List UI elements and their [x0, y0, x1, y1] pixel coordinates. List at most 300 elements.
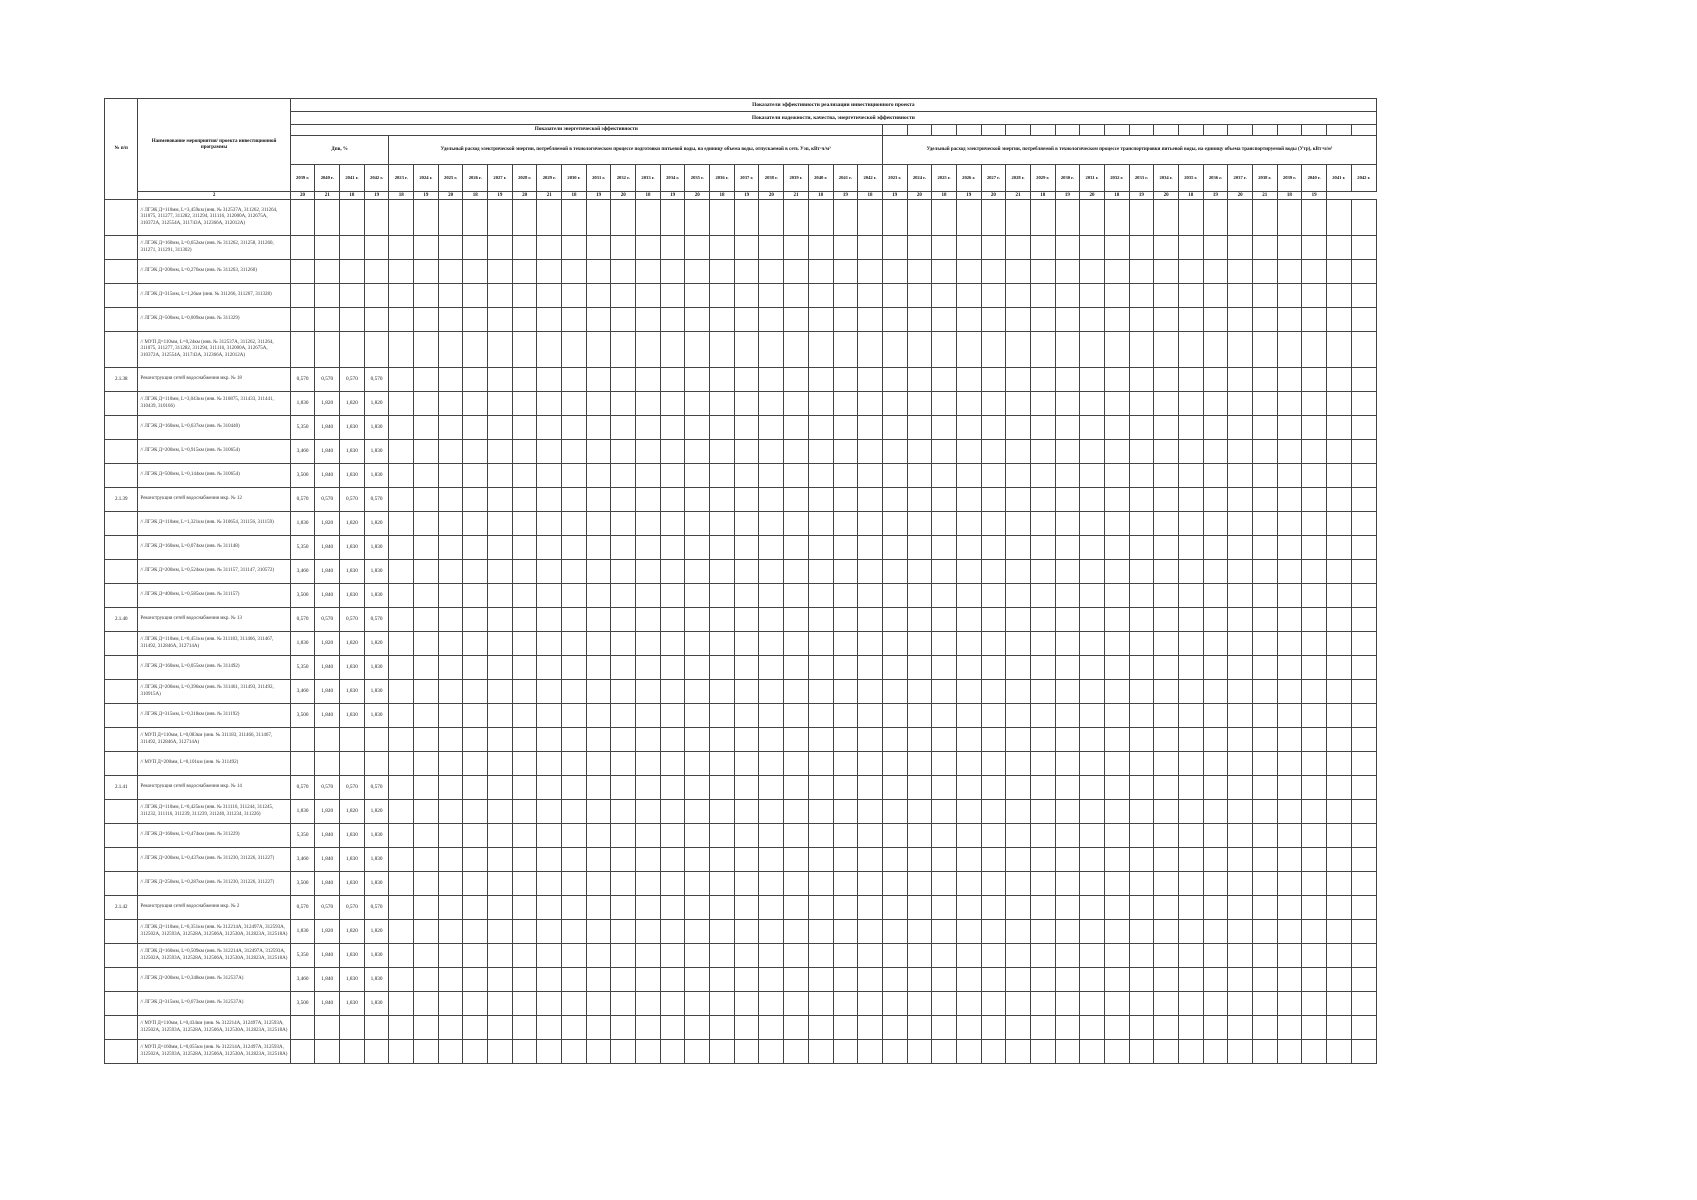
empty-cell [1351, 920, 1376, 944]
empty-cell [562, 824, 587, 848]
column-number: 18 [1030, 192, 1055, 200]
empty-cell [833, 488, 858, 512]
empty-cell [808, 944, 833, 968]
empty-cell [1154, 260, 1179, 284]
empty-cell [636, 536, 661, 560]
empty-cell [660, 236, 685, 260]
empty-cell [1302, 704, 1327, 728]
empty-cell [512, 284, 537, 308]
empty-cell [611, 752, 636, 776]
empty-cell [1154, 728, 1179, 752]
row-name: // ЛГЭК Д=160мм, L=0,652км (инв. № 311262, 311258, 311260, 311271, 311291, 311302) [138, 236, 290, 260]
empty-cell [1104, 824, 1129, 848]
row-name: Реконструкция сетей водоснабжения мкр. № 12 [138, 488, 290, 512]
empty-cell [1178, 392, 1203, 416]
empty-cell [759, 236, 784, 260]
empty-cell [1006, 584, 1031, 608]
empty-cell [586, 392, 611, 416]
empty-cell [784, 560, 809, 584]
empty-cell [1277, 464, 1302, 488]
table-row [105, 704, 1377, 728]
empty-cell [981, 536, 1006, 560]
empty-cell [1326, 848, 1351, 872]
empty-cell [1351, 656, 1376, 680]
empty-cell [1129, 560, 1154, 584]
empty-cell [1129, 200, 1154, 236]
empty-cell [833, 536, 858, 560]
empty-cell [562, 800, 587, 824]
year-header-a: 2031 г. [586, 165, 611, 192]
empty-cell [586, 284, 611, 308]
table-row [105, 824, 1377, 848]
empty-cell [1104, 368, 1129, 392]
empty-cell [438, 776, 463, 800]
empty-cell [1178, 1040, 1203, 1064]
empty-cell [882, 800, 907, 824]
empty-cell [1302, 512, 1327, 536]
table-row [105, 944, 1377, 968]
empty-cell [685, 488, 710, 512]
empty-cell [882, 824, 907, 848]
empty-cell [537, 968, 562, 992]
empty-cell [512, 308, 537, 332]
loss-value: 0,570 [364, 896, 389, 920]
empty-cell [981, 704, 1006, 728]
table-row [105, 392, 1377, 416]
empty-cell [562, 260, 587, 284]
empty-cell [1277, 848, 1302, 872]
empty-cell [858, 824, 883, 848]
loss-value: 1,820 [364, 512, 389, 536]
row-number [105, 968, 138, 992]
row-number: 2.1.42 [105, 896, 138, 920]
empty-cell [512, 800, 537, 824]
empty-cell [438, 800, 463, 824]
column-number: 18 [636, 192, 661, 200]
empty-cell [784, 608, 809, 632]
loss-value: 3,460 [290, 680, 315, 704]
empty-cell [1302, 200, 1327, 236]
empty-cell [808, 920, 833, 944]
empty-cell [1030, 896, 1055, 920]
column-number: 18 [340, 192, 365, 200]
row-number [105, 704, 138, 728]
empty-cell [1277, 632, 1302, 656]
empty-cell [932, 824, 957, 848]
row-name: // МУП Д=110мм, L=0,083км (инв. № 311183, 311466, 311467, 311492, 312846А, 312714А) [138, 728, 290, 752]
empty-cell [512, 872, 537, 896]
empty-cell [1252, 560, 1277, 584]
row-name: // ЛГЭК Д=110мм, L=0,425км (инв. № 311116, 311244, 311245, 311232, 311116, 311239, 311239, 311240, 311234, 311226) [138, 800, 290, 824]
header-row-numbers [105, 192, 1377, 200]
empty-cell [1129, 308, 1154, 332]
empty-cell [1129, 488, 1154, 512]
loss-value [340, 728, 365, 752]
empty-cell [512, 608, 537, 632]
column-number: 19 [956, 192, 981, 200]
empty-cell [1006, 536, 1031, 560]
loss-value: 3,500 [290, 584, 315, 608]
empty-cell [784, 1040, 809, 1064]
empty-cell [1006, 728, 1031, 752]
empty-cell [1104, 848, 1129, 872]
loss-value: 0,570 [315, 368, 340, 392]
empty-cell [611, 848, 636, 872]
empty-cell [389, 584, 414, 608]
loss-value: 1,840 [315, 560, 340, 584]
empty-cell [710, 284, 735, 308]
empty-cell [685, 416, 710, 440]
empty-cell [759, 848, 784, 872]
empty-cell [414, 944, 439, 968]
empty-cell [981, 416, 1006, 440]
year-header-b: 2031 г. [1080, 165, 1105, 192]
empty-cell [586, 236, 611, 260]
empty-cell [1228, 392, 1253, 416]
empty-cell [660, 308, 685, 332]
empty-cell [1203, 848, 1228, 872]
empty-cell [685, 440, 710, 464]
empty-cell [660, 392, 685, 416]
empty-cell [932, 308, 957, 332]
energy-group-header: Показатели энергетической эффективности [290, 125, 882, 136]
empty-cell [463, 896, 488, 920]
empty-cell [710, 200, 735, 236]
empty-cell [1351, 416, 1376, 440]
table-row [105, 260, 1377, 284]
row-name: Реконструкция сетей водоснабжения мкр. № 2 [138, 896, 290, 920]
empty-cell [1006, 392, 1031, 416]
empty-cell [463, 488, 488, 512]
empty-cell [636, 308, 661, 332]
empty-cell [1154, 392, 1179, 416]
empty-cell [858, 488, 883, 512]
empty-cell [1326, 332, 1351, 368]
row-name: // ЛГЭК Д=315мм, L=0,318км (инв. № 311192) [138, 704, 290, 728]
empty-cell [685, 968, 710, 992]
empty-cell [1104, 464, 1129, 488]
empty-cell [932, 608, 957, 632]
empty-cell [907, 1040, 932, 1064]
empty-cell [981, 632, 1006, 656]
empty-cell [956, 632, 981, 656]
empty-cell [833, 728, 858, 752]
empty-cell [562, 584, 587, 608]
empty-cell [956, 752, 981, 776]
empty-cell [1104, 584, 1129, 608]
loss-value [315, 200, 340, 236]
empty-cell [833, 560, 858, 584]
loss-value [315, 332, 340, 368]
empty-cell [1326, 584, 1351, 608]
empty-cell [833, 1040, 858, 1064]
loss-value: 5,350 [290, 536, 315, 560]
empty-cell [512, 656, 537, 680]
empty-cell [956, 1016, 981, 1040]
empty-cell [710, 896, 735, 920]
empty-cell [907, 920, 932, 944]
loss-value: 1,820 [364, 392, 389, 416]
empty-cell [1154, 236, 1179, 260]
empty-cell [463, 368, 488, 392]
empty-cell [463, 800, 488, 824]
empty-cell [932, 368, 957, 392]
empty-cell [586, 920, 611, 944]
empty-cell [586, 968, 611, 992]
empty-cell [1006, 632, 1031, 656]
empty-cell [1228, 656, 1253, 680]
empty-cell [1104, 284, 1129, 308]
group-b-blank-cell [981, 125, 1006, 136]
empty-cell [586, 512, 611, 536]
empty-cell [882, 488, 907, 512]
row-number [105, 392, 138, 416]
empty-cell [1252, 800, 1277, 824]
empty-cell [1154, 680, 1179, 704]
empty-cell [932, 236, 957, 260]
empty-cell [1006, 680, 1031, 704]
empty-cell [463, 704, 488, 728]
empty-cell [1277, 392, 1302, 416]
empty-cell [660, 944, 685, 968]
empty-cell [537, 728, 562, 752]
empty-cell [1351, 776, 1376, 800]
loss-value: 0,570 [340, 776, 365, 800]
empty-cell [636, 560, 661, 584]
empty-cell [537, 440, 562, 464]
empty-cell [463, 752, 488, 776]
group-b-blank-cell [882, 125, 907, 136]
empty-cell [562, 920, 587, 944]
empty-cell [710, 656, 735, 680]
empty-cell [660, 560, 685, 584]
column-number: 19 [364, 192, 389, 200]
empty-cell [586, 680, 611, 704]
empty-cell [1203, 260, 1228, 284]
empty-cell [1302, 368, 1327, 392]
empty-cell [858, 776, 883, 800]
empty-cell [1228, 488, 1253, 512]
empty-cell [537, 752, 562, 776]
empty-cell [1326, 284, 1351, 308]
empty-cell [636, 896, 661, 920]
empty-cell [1055, 632, 1080, 656]
empty-cell [1252, 332, 1277, 368]
empty-cell [833, 632, 858, 656]
empty-cell [1252, 584, 1277, 608]
row-name: // МУП Д=200мм, L=0,101км (инв. № 311492) [138, 752, 290, 776]
loss-value: 1,840 [315, 680, 340, 704]
empty-cell [956, 896, 981, 920]
empty-cell [932, 992, 957, 1016]
empty-cell [562, 1040, 587, 1064]
empty-cell [1178, 308, 1203, 332]
empty-cell [1055, 512, 1080, 536]
empty-cell [932, 584, 957, 608]
row-number [105, 1016, 138, 1040]
empty-cell [833, 896, 858, 920]
empty-cell [488, 872, 513, 896]
empty-cell [611, 308, 636, 332]
row-name: Реконструкция сетей водоснабжения мкр. № 13 [138, 608, 290, 632]
empty-cell [1154, 776, 1179, 800]
empty-cell [981, 872, 1006, 896]
empty-cell [784, 896, 809, 920]
empty-cell [907, 752, 932, 776]
empty-cell [389, 560, 414, 584]
empty-cell [1203, 392, 1228, 416]
empty-cell [858, 848, 883, 872]
empty-cell [1203, 896, 1228, 920]
empty-cell [1351, 1040, 1376, 1064]
empty-cell [389, 608, 414, 632]
empty-cell [685, 1016, 710, 1040]
empty-cell [463, 1040, 488, 1064]
empty-cell [956, 284, 981, 308]
empty-cell [1203, 824, 1228, 848]
empty-cell [488, 416, 513, 440]
empty-cell [1302, 752, 1327, 776]
empty-cell [1154, 656, 1179, 680]
empty-cell [784, 848, 809, 872]
empty-cell [636, 944, 661, 968]
loss-value [364, 752, 389, 776]
empty-cell [710, 848, 735, 872]
empty-cell [660, 416, 685, 440]
empty-cell [1326, 656, 1351, 680]
empty-cell [1277, 284, 1302, 308]
empty-cell [1006, 464, 1031, 488]
table-row [105, 1016, 1377, 1040]
empty-cell [710, 992, 735, 1016]
empty-cell [833, 920, 858, 944]
empty-cell [537, 944, 562, 968]
empty-cell [784, 920, 809, 944]
empty-cell [636, 440, 661, 464]
loss-value [290, 308, 315, 332]
empty-cell [1252, 368, 1277, 392]
empty-cell [586, 416, 611, 440]
empty-cell [438, 416, 463, 440]
empty-cell [438, 332, 463, 368]
row-name: // ЛГЭК Д=500мм, L=0,144км (инв. № 310654) [138, 464, 290, 488]
empty-cell [1104, 332, 1129, 368]
empty-cell [1277, 440, 1302, 464]
empty-cell [1203, 632, 1228, 656]
row-number [105, 260, 138, 284]
row-number [105, 992, 138, 1016]
loss-value: 1,830 [340, 584, 365, 608]
empty-cell [1351, 872, 1376, 896]
empty-cell [636, 1040, 661, 1064]
empty-cell [562, 704, 587, 728]
empty-cell [1006, 284, 1031, 308]
empty-cell [1326, 512, 1351, 536]
empty-cell [685, 200, 710, 236]
empty-cell [414, 536, 439, 560]
year-header-a: 2026 г. [463, 165, 488, 192]
row-name: // ЛГЭК Д=110мм, L=0,351км (инв. № 312214А, 312497А, 312593А, 312502А, 312593А, 312528А, 312506А, 312530А, 312823А, 312518А) [138, 920, 290, 944]
empty-cell [882, 416, 907, 440]
column-number: 20 [981, 192, 1006, 200]
empty-cell [1326, 488, 1351, 512]
empty-cell [611, 992, 636, 1016]
empty-cell [1030, 416, 1055, 440]
group-b-blank-cell [1228, 125, 1253, 136]
empty-cell [660, 680, 685, 704]
empty-cell [907, 776, 932, 800]
empty-cell [414, 416, 439, 440]
empty-cell [1228, 332, 1253, 368]
empty-cell [1228, 680, 1253, 704]
loss-value: 1,830 [290, 632, 315, 656]
empty-cell [1228, 464, 1253, 488]
empty-cell [981, 800, 1006, 824]
empty-cell [586, 440, 611, 464]
table-row [105, 512, 1377, 536]
empty-cell [1129, 824, 1154, 848]
empty-cell [389, 332, 414, 368]
empty-cell [882, 440, 907, 464]
empty-cell [1228, 284, 1253, 308]
empty-cell [1030, 584, 1055, 608]
empty-cell [463, 992, 488, 1016]
empty-cell [537, 536, 562, 560]
empty-cell [414, 728, 439, 752]
empty-cell [710, 752, 735, 776]
empty-cell [1252, 1040, 1277, 1064]
empty-cell [1055, 332, 1080, 368]
empty-cell [685, 680, 710, 704]
empty-cell [1006, 776, 1031, 800]
empty-cell [981, 848, 1006, 872]
empty-cell [1129, 284, 1154, 308]
empty-cell [833, 944, 858, 968]
empty-cell [932, 776, 957, 800]
empty-cell [1030, 608, 1055, 632]
empty-cell [1055, 368, 1080, 392]
empty-cell [562, 680, 587, 704]
row-number [105, 536, 138, 560]
loss-value [340, 308, 365, 332]
empty-cell [488, 704, 513, 728]
empty-cell [1129, 752, 1154, 776]
year-header-b: 2036 г. [1203, 165, 1228, 192]
table-row [105, 608, 1377, 632]
row-number [105, 284, 138, 308]
empty-cell [956, 584, 981, 608]
empty-cell [759, 872, 784, 896]
empty-cell [956, 704, 981, 728]
empty-cell [488, 440, 513, 464]
empty-cell [710, 944, 735, 968]
empty-cell [932, 488, 957, 512]
year-header-loss: 2042 г. [364, 165, 389, 192]
empty-cell [685, 332, 710, 368]
empty-cell [414, 992, 439, 1016]
empty-cell [685, 800, 710, 824]
row-number [105, 848, 138, 872]
empty-cell [1006, 488, 1031, 512]
empty-cell [414, 848, 439, 872]
empty-cell [488, 284, 513, 308]
empty-cell [734, 776, 759, 800]
empty-cell [784, 536, 809, 560]
year-header-b: 2032 г. [1104, 165, 1129, 192]
empty-cell [833, 752, 858, 776]
table-row [105, 236, 1377, 260]
year-header-a: 2039 г. [784, 165, 809, 192]
